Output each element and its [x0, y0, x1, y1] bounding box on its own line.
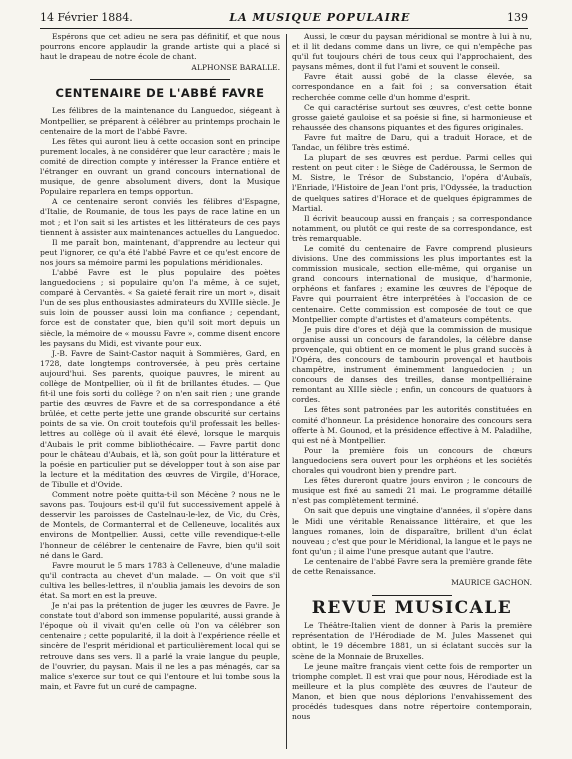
paragraph: Les fêtes dureront quatre jours environ ; le concours de musique est fixé au samedi 21 mai. Le programme détaillé n'est pas complètement terminé. [292, 476, 532, 506]
paragraph: Le comité du centenaire de Favre comprend plusieurs divisions. Une des commissions les plus importantes est la commission musicale, section elle-même, qui organise un grand concours international de musique, d'harmonie, orphéons et fanfares ; examine les œuvres de l'époque de Favre qui pourraient être interprétées à l'occasion de ce centenaire. Cette commission est composée de tout ce que Montpellier compte d'artistes et d'amateurs compétents. [292, 243, 532, 324]
paragraph: J.-B. Favre de Saint-Castor naquit à Sommières, Gard, en 1728, date longtemps controversée, à peu près certaine aujourd'hui. Ses parents, quoique pauvres, le mirent au collège de Montpellier, où il fit de brillantes études. — Que fit-il une fois sorti du collège ? on n'en sait rien ; une grande partie des œuvres de Favre et de sa correspondance a été brûlée, et cette perte jette une grande obscurité sur certains points de sa vie. On croit toutefois qu'il professait les belles-lettres au collège où il avait été élevé, lorsque le marquis d'Aubais le prit comme bibliothécaire. — Favre partit donc pour le château d'Aubais, et là, son goût pour la littérature et la poésie en particulier put se développer tout à son aise par la lecture et la méditation des œuvres de Virgile, d'Horace, de Tibulle et d'Ovide. [40, 348, 280, 489]
paragraph: Favre mourut le 5 mars 1783 à Celleneuve, d'une maladie qu'il contracta au chevet d'un malade. — On voit que s'il cultiva les belles-lettres, il n'oublia jamais les devoirs de son état. Sa mort en est la preuve. [40, 560, 280, 600]
intro-signature: ALPHONSE BARALLE. [191, 63, 280, 73]
paragraph: Favre était aussi gobé de la classe élevée, sa correspondance en a fait foi ; sa conversation était recherchée comme celle d'un homme d'esprit. [292, 72, 532, 102]
paragraph: Le centenaire de l'abbé Favre sera la première grande fête de cette Renaissance. [292, 556, 532, 576]
issue-date: 14 Février 1884. [40, 10, 133, 24]
section-divider [372, 595, 452, 596]
header-rule [40, 28, 528, 29]
paragraph: Les fêtes qui auront lieu à cette occasion sont en principe purement locales, à ne considérer que leur caractère ; mais le comité de direction compte y intéresser la France entière et l'étranger en ouvrant un grand concours international de musique, de genre absolument divers, dont la Musique Populaire reparlera en temps opportun. [40, 136, 280, 197]
paragraph: Je n'ai pas la prétention de juger les œuvres de Favre. Je constate tout d'abord son immense popularité, aussi grande à l'époque où il vivait qu'en celle où l'on va célébrer son centenaire ; cette popularité, il la doit à l'expérience réelle et sincère de l'esprit méridional et particulièrement local qui se retrouve dans ses vers. Il a parlé la vraie langue du peuple, de l'ouvrier, du paysan. Mais il ne les a pas ménagés, car sa malice s'exerce sur tout ce qui l'entoure et lui tombe sous la main, et Favre fut un curé de campagne. [40, 601, 280, 691]
paragraph: La plupart de ses œuvres est perdue. Parmi celles qui restent on peut citer : le Siège de Cadéroussa, le Sermon de M. Sistre, le Trésor de Substancio, l'opéra d'Aubaïs, l'Enriade, l'Histoire de Jean l'ont pris, l'Odyssée, la traduction de quelques satires d'Horace et de quelques épigrammes de Martial. [292, 153, 532, 213]
paragraph: Favre fut maître de Daru, qui a traduit Horace, et de Tandac, un félibre très estimé. [292, 132, 532, 153]
page-header [40, 6, 528, 28]
paragraph: Je puis dire d'ores et déjà que la commission de musique organise aussi un concours de farandoles, la célèbre danse provençale, qui obtient en ce moment le plus grand succès à l'Opéra, des concours de tambourin provençal et hautbois champêtre, instrument éminemment languedocien ; un concours de danses des treilles, danse montpelliéraine remontant au XIIIe siècle ; enfin, un concours de quatuors à cordes. [292, 324, 532, 405]
page-number: 139 [506, 10, 528, 24]
column-separator [286, 34, 287, 749]
article-title-revue: REVUE MUSICALE [311, 598, 513, 619]
paragraph: Il me paraît bon, maintenant, d'apprendre au lecteur qui peut l'ignorer, ce qu'a été l'abbé Favre et ce qu'est encore de nos jours sa mémoire parmi les populations méridionales. [40, 237, 280, 267]
section-divider [90, 79, 230, 80]
article-title-centenaire: CENTENAIRE DE L'ABBÉ FAVRE [55, 86, 265, 101]
paragraph: Comment notre poète quitta-t-il son Mécène ? nous ne le savons pas. Toujours est-il qu'il fut successivement appelé à desservir les paroisses de Castelnau-le-lez, de Vic, du Crès, de Montels, de Cormanterral et de Celleneuve, localités aux environs de Montpellier. Aussi, cette ville revendique-t-elle l'honneur de célébrer le centenaire de Favre, bien qu'il soit né dans le Gard. [40, 490, 280, 560]
paragraph: Pour la première fois un concours de chœurs languedociens sera ouvert pour les orphéons et les sociétés chorales qui voudront bien y prendre part. [292, 445, 532, 476]
paragraph: Le jeune maître français vient cette fois de remporter un triomphe complet. Il est vrai que pour nous, Hérodiade est la meilleure et la plus complète des œuvres de l'auteur de Manon, et bien que nous déplorions l'envahissement des procédés tudesques dans notre répertoire contemporain, nous [292, 661, 532, 722]
paragraph: Aussi, le cœur du paysan méridional se montre à lui à nu, et il lit dedans comme dans un livre, ce qui n'empêche pas qu'il fut toujours chéri de tous ceux qui l'approchaient, des paysans mêmes, dont il fut l'ami et souvent le conseil. [292, 32, 532, 72]
article-signature: MAURICE GACHON. [451, 578, 532, 588]
left-column [40, 32, 280, 692]
paragraph: Les félibres de la maintenance du Languedoc, siégeant à Montpellier, se préparent à célébrer au printemps prochain le centenaire de la mort de l'abbé Favre. [40, 106, 280, 136]
journal-title: LA MUSIQUE POPULAIRE [229, 10, 411, 24]
right-column [292, 32, 532, 722]
paragraph: On sait que depuis une vingtaine d'années, il s'opère dans le Midi une véritable Renaissance littéraire, et que les langues romanes, loin de disparaître, brillent d'un éclat nouveau ; c'est que pour le Méridional, la langue et le pays ne font qu'un ; il aime l'une presque autant que l'autre. [292, 506, 532, 556]
paragraph: Les fêtes sont patronées par les autorités constituées en comité d'honneur. La présidence honoraire des concours sera offerte à M. Gounod, et la présidence effective à M. Paladilhe, qui est né à Montpellier. [292, 405, 532, 445]
paragraph: Il écrivit beaucoup aussi en français ; sa correspondance notamment, ou plutôt ce qui reste de sa correspondance, est très remarquable. [292, 213, 532, 243]
paragraph: L'abbé Favre est le plus populaire des poètes languedociens ; si populaire qu'on l'a même, à ce sujet, comparé à Cervantès. « Sa gaieté ferait rire un mort », disait l'un de ses plus enthousiastes admirateurs du XVIIIe siècle. Je suis loin de pousser aussi loin ma confiance ; cependant, force est de constater que, bien qu'il soit mort depuis un siècle, la mémoire de « moussu Favre », comme disent encore les paysans du Midi, est vivante pour eux. [40, 267, 280, 348]
paragraph: Le Théâtre-Italien vient de donner à Paris la première représentation de l'Hérodiade de M. Jules Massenet qui obtint, le 19 décembre 1881, un si éclatant succès sur la scène de la Monnaie de Bruxelles. [292, 621, 532, 661]
intro-paragraph: Espérons que cet adieu ne sera pas définitif, et que nous pourrons encore applaudir la grande artiste qui a placé si haut le drapeau de notre école de chant. [40, 32, 280, 62]
paragraph: Ce qui caractérise surtout ses œuvres, c'est cette bonne grosse gaieté gauloise et sa poésie si fine, si harmonieuse et rehaussée des chansons piquantes et des figures originales. [292, 102, 532, 132]
paragraph: A ce centenaire seront conviés les félibres d'Espagne, d'Italie, de Roumanie, de tous les pays de race latine en un mot ; et l'on sait si les artistes et les littérateurs de ces pays tiennent à assister aux maintenances actuelles du Languedoc. [40, 197, 280, 237]
